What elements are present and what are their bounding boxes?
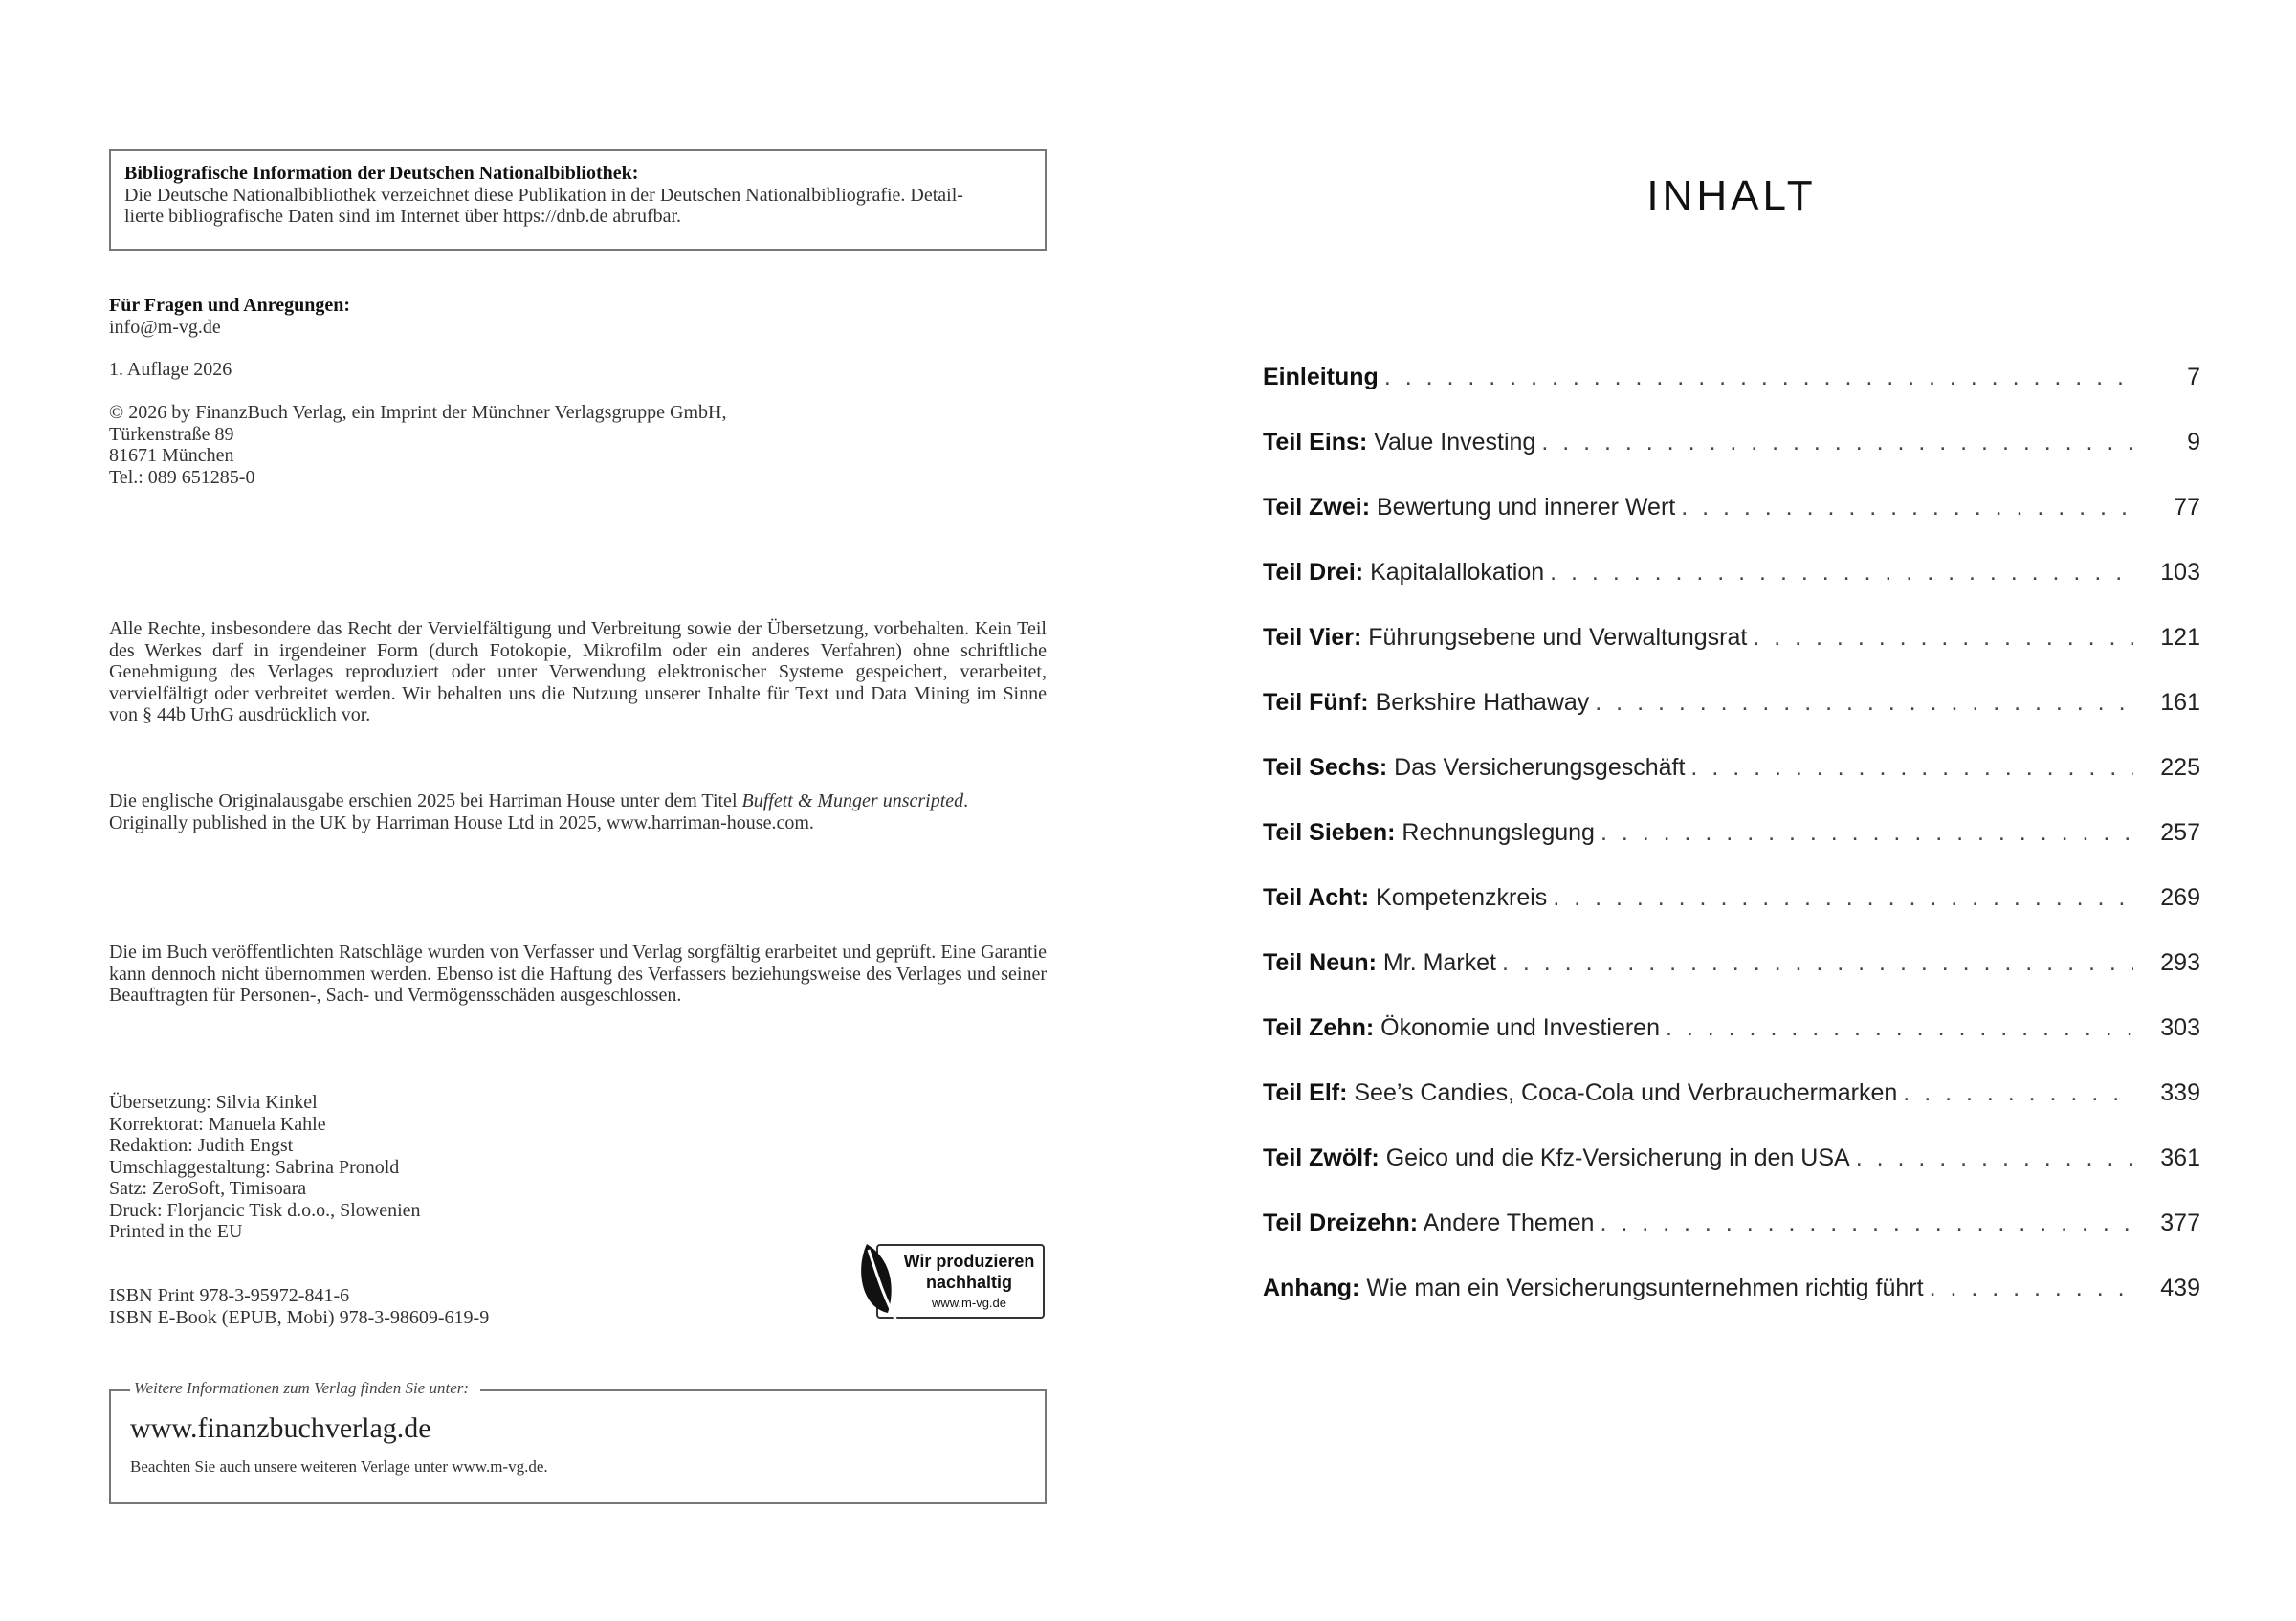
original-edition-notice xyxy=(109,790,1047,833)
toc-entry-label xyxy=(1263,884,1547,912)
badge-url: www.m-vg.de xyxy=(931,1296,1007,1310)
publisher-line: © 2026 by FinanzBuch Verlag, ein Imprint der Münchner Verlagsgruppe GmbH, xyxy=(109,402,727,423)
badge-line-1: Wir produzieren xyxy=(903,1252,1035,1271)
credit-line: Übersetzung: Silvia Kinkel xyxy=(109,1092,318,1113)
toc-entry[interactable] xyxy=(1263,559,2200,624)
bib-line-1: Die Deutsche Nationalbibliothek verzeichnet diese Publikation in der Deutschen Nationalbibliografie. Detail- xyxy=(124,184,963,206)
toc-entry-label xyxy=(1263,364,1379,391)
original-line-2: Originally published in the UK by Harriman House Ltd in 2025, www.harriman-house.com. xyxy=(109,811,814,833)
toc-entry[interactable] xyxy=(1263,1014,2200,1079)
rights-notice: Alle Rechte, insbesondere das Recht der Vervielfältigung und Verbreitung sowie der Übersetzung, vorbehalten. Kein Teil des Werkes darf in irgendeiner Form (durch Fotokopie, Mikrofilm oder ein anderes Verfahren) ohne schriftliche Genehmigung des Verlages reproduziert oder unter Verwendung elektronischer Systeme gespeichert, verarbeitet, vervielfältigt oder verbreitet werden. Wir behalten uns die Nutzung unserer Inhalte für Text und Data Mining im Sinne von § 44b UrhG ausdrücklich vor. xyxy=(109,618,1047,725)
toc-part: Teil Eins: xyxy=(1263,429,1368,455)
toc-entry[interactable] xyxy=(1263,1210,2200,1275)
disclaimer: Die im Buch veröffentlichten Ratschläge wurden von Verfasser und Verlag sorgfältig erarbeitet und geprüft. Eine Garantie kann dennoch nicht übernommen werden. Ebenso ist die Haftung des Verfassers beziehungsweise des Verlages und seiner Beauftragten für Personen-, Sach- und Vermögensschäden ausgeschlossen. xyxy=(109,942,1047,1006)
toc-entry-label xyxy=(1263,1079,1897,1107)
toc-chapter-title: Mr. Market xyxy=(1376,949,1496,976)
toc-entry-label xyxy=(1263,494,1675,522)
toc-part: Teil Sieben: xyxy=(1263,819,1396,846)
toc-part: Teil Zwei: xyxy=(1263,494,1371,521)
leader-dots xyxy=(1666,1014,2133,1042)
toc-part: Teil Dreizehn: xyxy=(1263,1210,1419,1236)
toc-entry[interactable] xyxy=(1263,1144,2200,1210)
leader-dots xyxy=(1502,949,2133,977)
toc-page-number: 339 xyxy=(2160,1079,2200,1106)
isbn-print: ISBN Print 978-3-95972-841-6 xyxy=(109,1285,350,1306)
toc-part: Teil Zwölf: xyxy=(1263,1144,1380,1171)
toc-entry[interactable] xyxy=(1263,884,2200,949)
leader-dots xyxy=(1541,429,2133,456)
contact-heading: Für Fragen und Anregungen: xyxy=(109,295,351,316)
toc-page-number: 303 xyxy=(2160,1014,2200,1041)
toc-entry-label xyxy=(1263,754,1685,782)
credit-line: Redaktion: Judith Engst xyxy=(109,1135,294,1156)
toc-entry-label xyxy=(1263,819,1595,847)
toc-page-number: 377 xyxy=(2160,1210,2200,1236)
toc-entry[interactable] xyxy=(1263,624,2200,689)
toc-title: INHALT xyxy=(1646,172,1817,219)
toc-part: Teil Drei: xyxy=(1263,559,1364,586)
toc-entry-label xyxy=(1263,1014,1660,1042)
toc-chapter-title: Ökonomie und Investieren xyxy=(1374,1014,1660,1041)
leader-dots xyxy=(1600,1210,2133,1237)
toc-page-number: 77 xyxy=(2174,494,2200,521)
toc-entry-label xyxy=(1263,624,1747,652)
leader-dots xyxy=(1384,364,2133,391)
toc-entry-label xyxy=(1263,1210,1594,1237)
publisher-line: 81671 München xyxy=(109,445,234,466)
bibliographic-info-box xyxy=(109,149,1047,251)
toc-entry[interactable] xyxy=(1263,429,2200,494)
toc-entry-label xyxy=(1263,559,1544,587)
toc-page-number: 269 xyxy=(2160,884,2200,911)
table-of-contents xyxy=(1263,364,2200,1340)
contact-block xyxy=(109,295,350,338)
toc-entry-label xyxy=(1263,689,1589,717)
toc-chapter-title: Andere Themen xyxy=(1418,1210,1595,1236)
leader-dots xyxy=(1903,1079,2133,1107)
publisher-info-box xyxy=(109,1379,1047,1504)
toc-part: Einleitung xyxy=(1263,364,1379,390)
toc-entry[interactable] xyxy=(1263,494,2200,559)
toc-chapter-title: Das Versicherungsgeschäft xyxy=(1387,754,1686,781)
toc-chapter-title: Geico und die Kfz-Versicherung in den USA xyxy=(1379,1144,1850,1171)
toc-entry[interactable] xyxy=(1263,364,2200,429)
badge-line-2: nachhaltig xyxy=(925,1273,1012,1292)
credit-line: Umschlaggestaltung: Sabrina Pronold xyxy=(109,1156,400,1178)
toc-page-number: 257 xyxy=(2160,819,2200,846)
toc-entry[interactable] xyxy=(1263,1079,2200,1144)
credit-line: Satz: ZeroSoft, Timisoara xyxy=(109,1178,307,1199)
edition: 1. Auflage 2026 xyxy=(109,359,232,380)
credits xyxy=(109,1092,421,1243)
toc-part: Teil Elf: xyxy=(1263,1079,1348,1106)
toc-page-number: 121 xyxy=(2160,624,2200,651)
info-legend: Weitere Informationen zum Verlag finden Sie unter: xyxy=(130,1378,480,1400)
info-note: Beachten Sie auch unsere weiteren Verlage unter www.m-vg.de. xyxy=(130,1457,548,1476)
toc-entry[interactable] xyxy=(1263,754,2200,819)
toc-chapter-title: Bewertung und innerer Wert xyxy=(1370,494,1676,521)
leader-dots xyxy=(1553,884,2133,912)
toc-part: Teil Zehn: xyxy=(1263,1014,1375,1041)
bib-line-2: lierte bibliografische Daten sind im Internet über https://dnb.de abrufbar. xyxy=(124,206,682,227)
publisher-line: Tel.: 089 651285-0 xyxy=(109,466,255,488)
toc-entry-label xyxy=(1263,429,1535,456)
credit-line: Korrektorat: Manuela Kahle xyxy=(109,1113,326,1135)
period: . xyxy=(963,790,969,811)
credit-line: Printed in the EU xyxy=(109,1221,243,1242)
leader-dots xyxy=(1601,819,2133,847)
toc-entry[interactable] xyxy=(1263,819,2200,884)
toc-chapter-title: Wie man ein Versicherungsunternehmen richtig führt xyxy=(1359,1275,1924,1301)
toc-part: Teil Neun: xyxy=(1263,949,1377,976)
toc-entry-label xyxy=(1263,1144,1850,1172)
toc-chapter-title: Value Investing xyxy=(1367,429,1536,455)
toc-entry[interactable] xyxy=(1263,689,2200,754)
toc-entry-label xyxy=(1263,949,1496,977)
leader-dots xyxy=(1690,754,2133,782)
leader-dots xyxy=(1550,559,2133,587)
isbn-block xyxy=(109,1285,489,1328)
publisher-line: Türkenstraße 89 xyxy=(109,423,234,445)
toc-page-number: 293 xyxy=(2160,949,2200,976)
credit-line: Druck: Florjancic Tisk d.o.o., Slowenien xyxy=(109,1199,421,1221)
leader-dots xyxy=(1681,494,2133,522)
website-link[interactable]: www.finanzbuchverlag.de xyxy=(130,1412,431,1444)
toc-page-number: 439 xyxy=(2160,1275,2200,1301)
toc-chapter-title: Führungsebene und Verwaltungsrat xyxy=(1361,624,1748,651)
contact-email[interactable]: info@m-vg.de xyxy=(109,316,221,338)
leader-dots xyxy=(1930,1275,2133,1302)
toc-chapter-title: Rechnungslegung xyxy=(1395,819,1595,846)
original-title: Buffett & Munger unscripted xyxy=(741,790,964,811)
toc-part: Anhang: xyxy=(1263,1275,1360,1301)
toc-page-number: 161 xyxy=(2160,689,2200,716)
original-text: Die englische Originalausgabe erschien 2025 bei Harriman House unter dem Titel xyxy=(109,790,742,811)
leader-dots xyxy=(1753,624,2133,652)
toc-part: Teil Sechs: xyxy=(1263,754,1388,781)
toc-entry[interactable] xyxy=(1263,949,2200,1014)
toc-part: Teil Acht: xyxy=(1263,884,1370,911)
leader-dots xyxy=(1595,689,2133,717)
sustainability-badge xyxy=(859,1240,1047,1322)
leader-dots xyxy=(1856,1144,2133,1172)
toc-chapter-title: Kapitalallokation xyxy=(1363,559,1545,586)
publisher-address xyxy=(109,402,726,488)
bib-heading: Bibliografische Information der Deutschen Nationalbibliothek: xyxy=(124,163,639,184)
toc-page-number: 103 xyxy=(2160,559,2200,586)
toc-page-number: 7 xyxy=(2187,364,2200,390)
toc-page-number: 225 xyxy=(2160,754,2200,781)
toc-chapter-title: Kompetenzkreis xyxy=(1369,884,1548,911)
toc-part: Teil Vier: xyxy=(1263,624,1362,651)
toc-chapter-title: Berkshire Hathaway xyxy=(1368,689,1590,716)
isbn-ebook: ISBN E-Book (EPUB, Mobi) 978-3-98609-619-9 xyxy=(109,1306,490,1328)
toc-entry-label xyxy=(1263,1275,1924,1302)
toc-entry[interactable] xyxy=(1263,1275,2200,1340)
toc-page-number: 9 xyxy=(2187,429,2200,455)
toc-page-number: 361 xyxy=(2160,1144,2200,1171)
toc-chapter-title: See’s Candies, Coca-Cola und Verbrauchermarken xyxy=(1347,1079,1898,1106)
toc-part: Teil Fünf: xyxy=(1263,689,1369,716)
